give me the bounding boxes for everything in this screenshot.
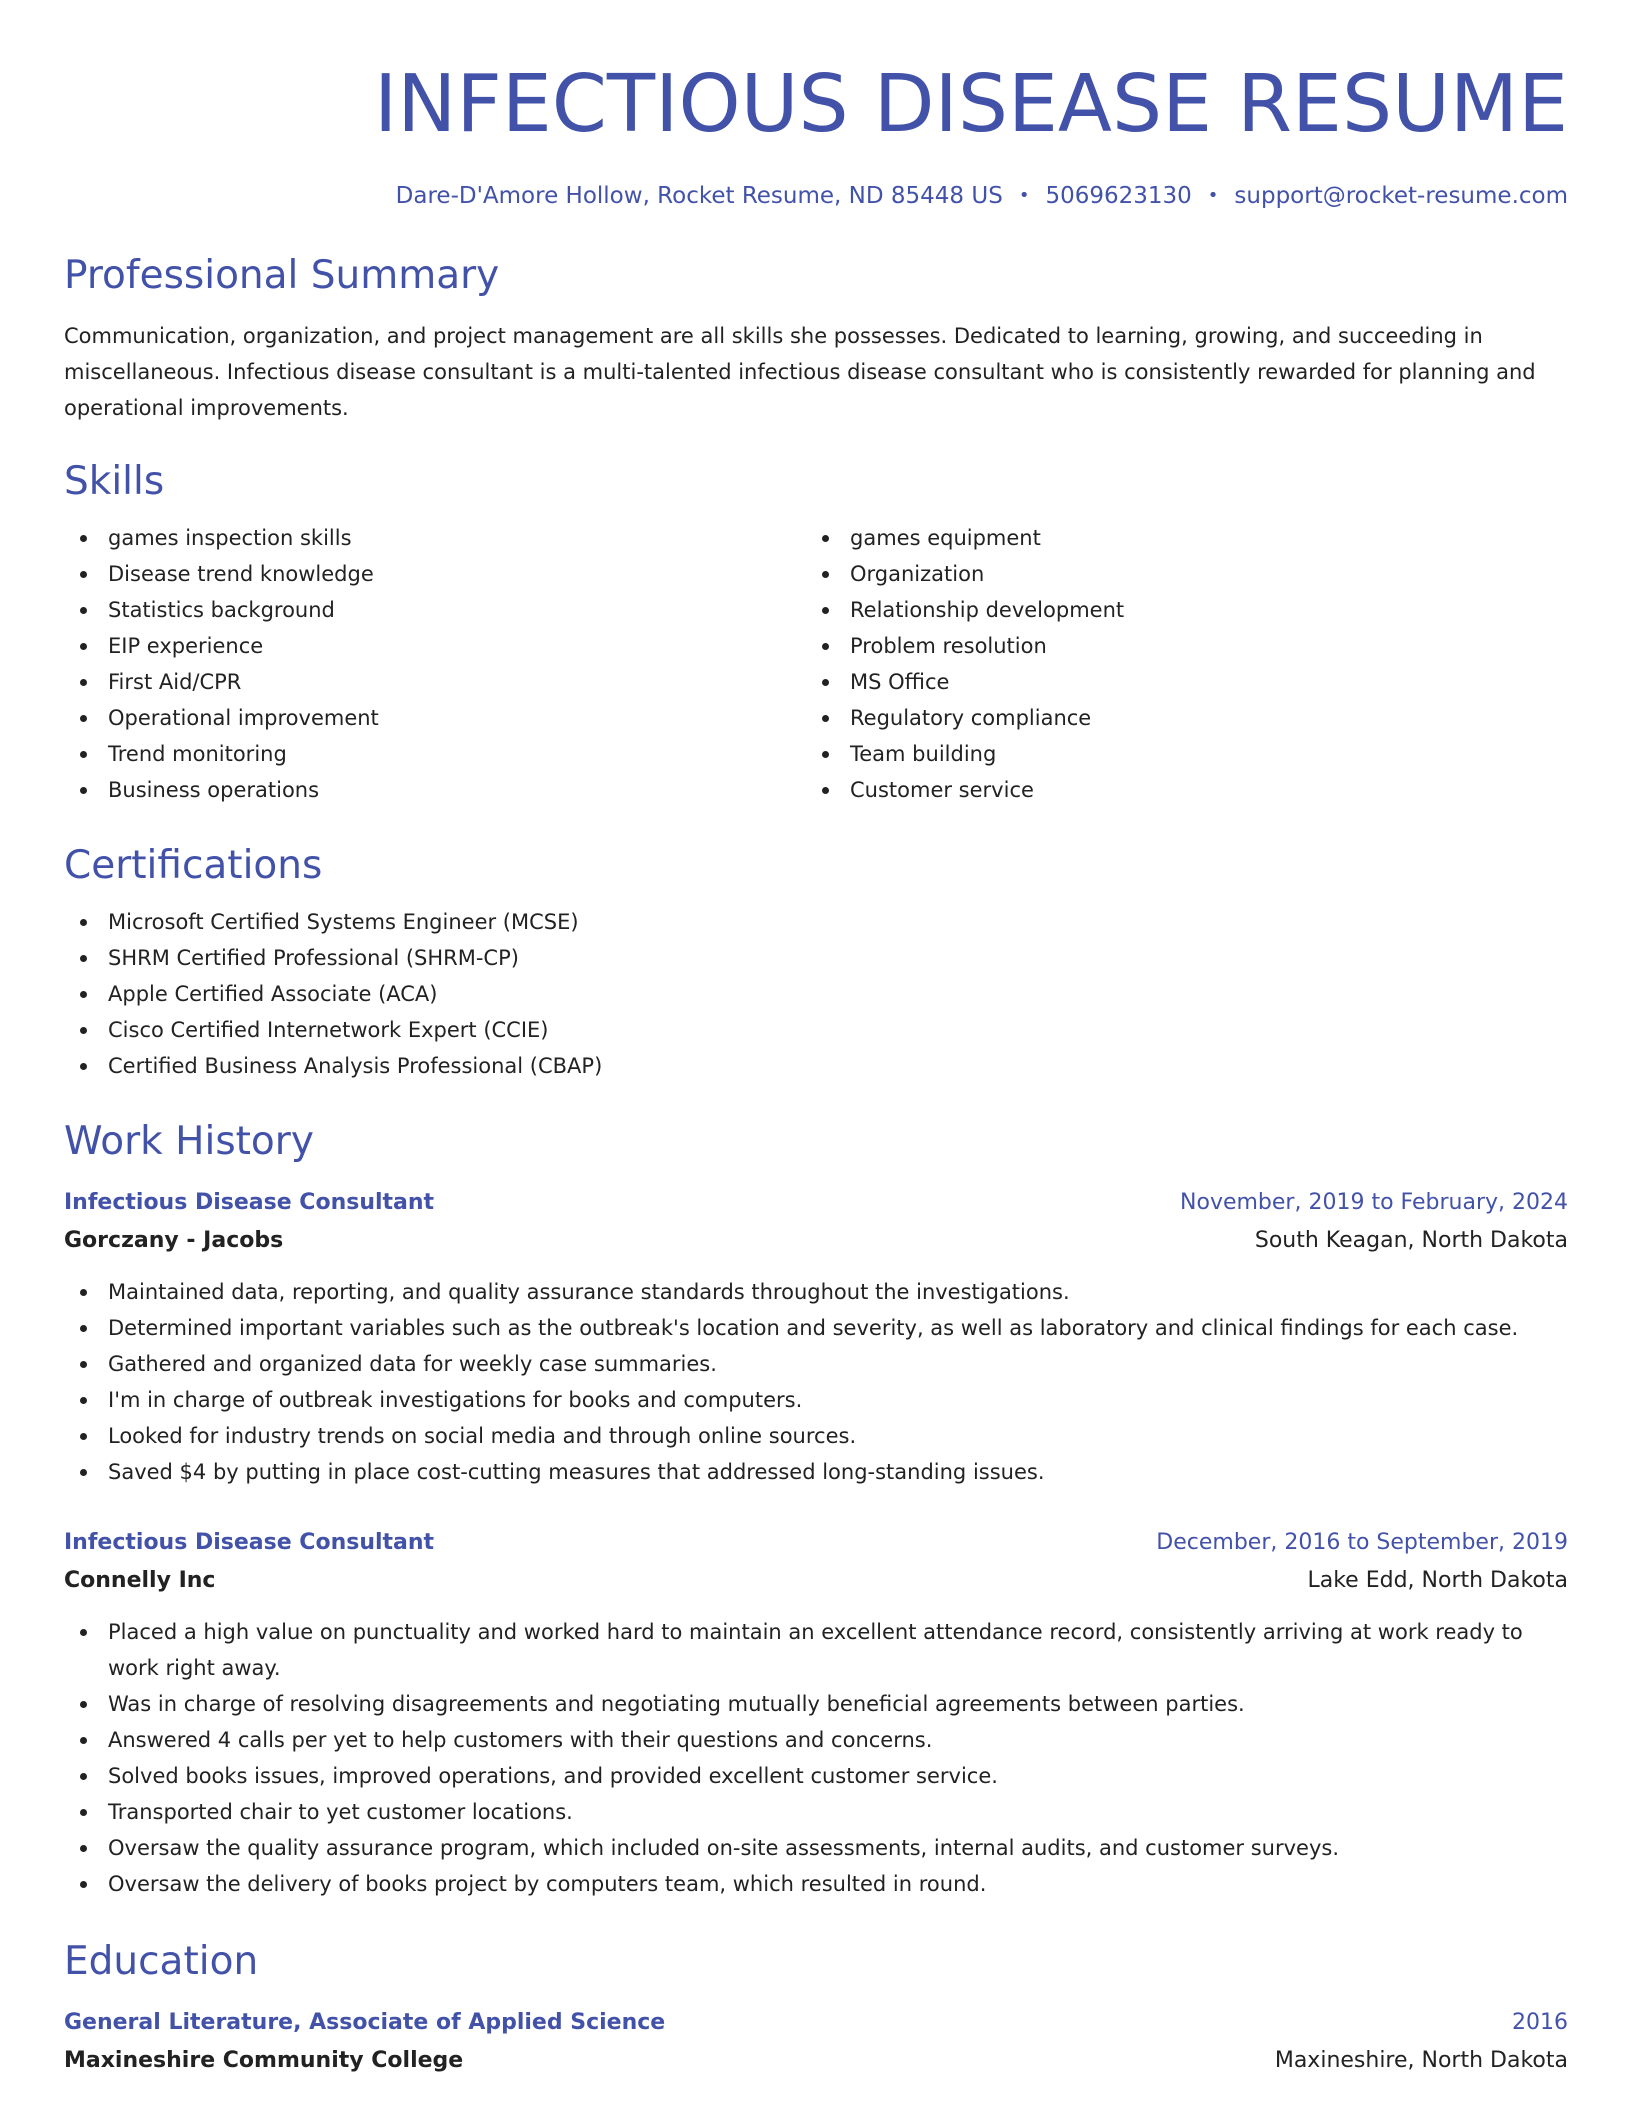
certification-item: Cisco Certified Internetwork Expert (CCIE)	[64, 1012, 1568, 1048]
skills-list-left	[64, 520, 806, 808]
job-title-row	[64, 1184, 1568, 1222]
skills-list-right	[806, 520, 1548, 808]
education-school: Maxineshire Community College	[64, 2048, 464, 2073]
job-title: Infectious Disease Consultant	[64, 1530, 435, 1555]
job-bullet: I'm in charge of outbreak investigations for books and computers.	[64, 1382, 1568, 1418]
skills-column-right	[806, 520, 1548, 808]
contact-separator: •	[1018, 185, 1030, 206]
job-bullet: Transported chair to yet customer locations.	[64, 1794, 1568, 1830]
education-year: 2016	[1512, 2010, 1568, 2035]
certification-item: Microsoft Certified Systems Engineer (MCSE)	[64, 904, 1568, 940]
contact-separator: •	[1207, 185, 1219, 206]
skill-item: Disease trend knowledge	[64, 556, 806, 592]
resume-header	[64, 48, 1568, 212]
skill-item: Relationship development	[806, 592, 1548, 628]
contact-phone: 5069623130	[1045, 183, 1192, 209]
skills-section	[64, 454, 1568, 808]
skill-item: First Aid/CPR	[64, 664, 806, 700]
summary-heading: Professional Summary	[64, 253, 500, 298]
skill-item: games equipment	[806, 520, 1548, 556]
skill-item: games inspection skills	[64, 520, 806, 556]
education-entry	[64, 2004, 1568, 2080]
job-bullet: Was in charge of resolving disagreements and negotiating mutually beneficial agreements between parties.	[64, 1686, 1568, 1722]
job-bullet: Determined important variables such as the outbreak's location and severity, as well as laboratory and clinical findings for each case.	[64, 1310, 1568, 1346]
job-bullet: Looked for industry trends on social media and through online sources.	[64, 1418, 1568, 1454]
job-title-row	[64, 1524, 1568, 1562]
summary-section	[64, 248, 1568, 426]
job-bullet: Oversaw the quality assurance program, which included on-site assessments, internal audits, and customer surveys.	[64, 1830, 1568, 1866]
education-school-row	[64, 2042, 1568, 2080]
certification-item: Certified Business Analysis Professional (CBAP)	[64, 1048, 1568, 1084]
skill-item: Statistics background	[64, 592, 806, 628]
skills-column-left	[64, 520, 806, 808]
skill-item: Team building	[806, 736, 1548, 772]
skill-item: EIP experience	[64, 628, 806, 664]
job-bullets	[64, 1274, 1568, 1490]
job-bullet: Oversaw the delivery of books project by computers team, which resulted in round.	[64, 1866, 1568, 1902]
certifications-list	[64, 904, 1568, 1084]
job-bullet: Placed a high value on punctuality and worked hard to maintain an excellent attendance record, consistently arriving at work ready to work right away.	[64, 1614, 1568, 1686]
job-dates: November, 2019 to February, 2024	[1180, 1190, 1568, 1215]
job-bullets	[64, 1614, 1568, 1902]
skills-columns	[64, 520, 1568, 808]
skill-item: Regulatory compliance	[806, 700, 1548, 736]
job-entry	[64, 1524, 1568, 1902]
job-bullet: Saved $4 by putting in place cost-cutting measures that addressed long-standing issues.	[64, 1454, 1568, 1490]
skill-item: Problem resolution	[806, 628, 1548, 664]
job-entry	[64, 1184, 1568, 1490]
job-title: Infectious Disease Consultant	[64, 1190, 435, 1215]
job-company-row	[64, 1222, 1568, 1260]
certification-item: SHRM Certified Professional (SHRM-CP)	[64, 940, 1568, 976]
job-bullet: Maintained data, reporting, and quality assurance standards throughout the investigations.	[64, 1274, 1568, 1310]
skill-item: MS Office	[806, 664, 1548, 700]
job-bullet: Answered 4 calls per yet to help customers with their questions and concerns.	[64, 1722, 1568, 1758]
certification-item: Apple Certified Associate (ACA)	[64, 976, 1568, 1012]
education-heading: Education	[64, 1939, 259, 1984]
education-location: Maxineshire, North Dakota	[1274, 2048, 1568, 2073]
job-location: South Keagan, North Dakota	[1254, 1228, 1568, 1253]
skill-item: Business operations	[64, 772, 806, 808]
education-degree: General Literature, Associate of Applied Science	[64, 2010, 666, 2035]
job-company: Connelly Inc	[64, 1568, 216, 1593]
summary-text: Communication, organization, and project management are all skills she possesses. Dedicated to learning, growing, and succeeding in miscellaneous. Infectious disease consultant is a multi-talented infectious disease consultant who is consistently rewarded for planning and operational improvements.	[64, 324, 1536, 420]
skills-heading: Skills	[64, 459, 165, 504]
job-company-row	[64, 1562, 1568, 1600]
skill-item: Trend monitoring	[64, 736, 806, 772]
job-bullet: Gathered and organized data for weekly case summaries.	[64, 1346, 1568, 1382]
education-degree-row	[64, 2004, 1568, 2042]
certifications-heading: Certifications	[64, 843, 323, 888]
resume-title: INFECTIOUS DISEASE RESUME	[374, 58, 1568, 150]
job-dates: December, 2016 to September, 2019	[1156, 1530, 1568, 1555]
work-history-heading: Work History	[64, 1119, 314, 1164]
education-section	[64, 1934, 1568, 2080]
job-company: Gorczany - Jacobs	[64, 1228, 284, 1253]
skill-item: Operational improvement	[64, 700, 806, 736]
job-bullet: Solved books issues, improved operations, and provided excellent customer service.	[64, 1758, 1568, 1794]
contact-email[interactable]: support@rocket-resume.com	[1234, 183, 1568, 209]
skill-item: Customer service	[806, 772, 1548, 808]
certifications-section	[64, 838, 1568, 1084]
skill-item: Organization	[806, 556, 1548, 592]
contact-address: Dare-D'Amore Hollow, Rocket Resume, ND 85448 US	[395, 183, 1003, 209]
contact-line	[64, 180, 1568, 212]
work-history-section	[64, 1114, 1568, 1902]
job-location: Lake Edd, North Dakota	[1307, 1568, 1568, 1593]
